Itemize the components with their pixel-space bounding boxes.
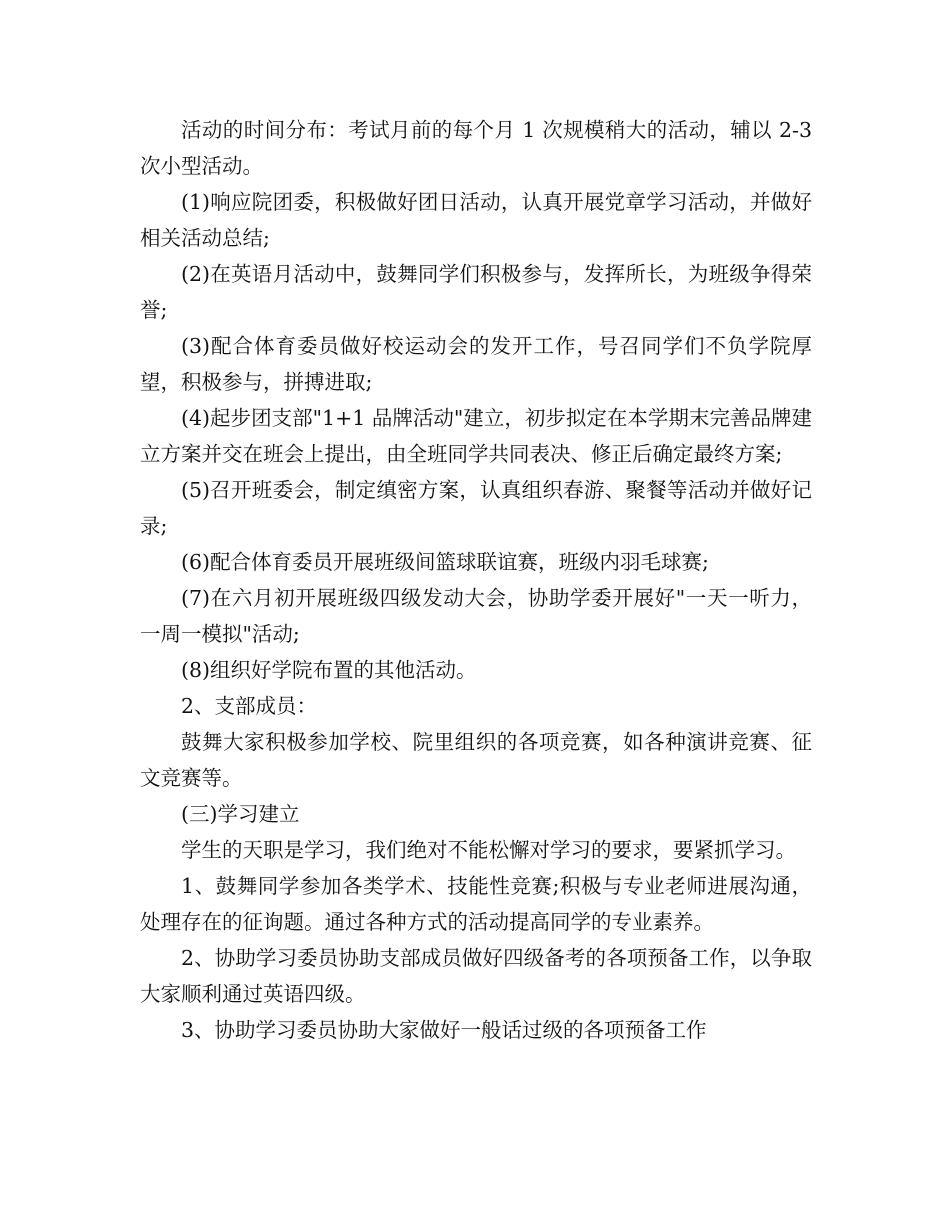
paragraph-item-2: (2)在英语月活动中，鼓舞同学们积极参与，发挥所长，为班级争得荣誉; xyxy=(140,262,812,322)
paragraph-study-2: 2、协助学习委员协助支部成员做好四级备考的各项预备工作，以争取大家顺利通过英语四级。 xyxy=(140,946,812,1006)
paragraph-study-3: 3、协助学习委员协助大家做好一般话过级的各项预备工作 xyxy=(181,1018,707,1042)
paragraph-item-7: (7)在六月初开展班级四级发动大会，协助学委开展好"一天一听力，一周一模拟"活动; xyxy=(140,586,812,646)
paragraph-item-3: (3)配合体育委员做好校运动会的发开工作，号召同学们不负学院厚望，积极参与，拼搏进取; xyxy=(140,334,812,394)
paragraph-item-1: (1)响应院团委，积极做好团日活动，认真开展党章学习活动，并做好相关活动总结; xyxy=(140,190,812,250)
paragraph-time-distribution: 活动的时间分布：考试月前的每个月 1 次规模稍大的活动，辅以 2-3 次小型活动。 xyxy=(140,118,812,178)
document-body xyxy=(140,112,812,1048)
paragraph-item-8: (8)组织好学院布置的其他活动。 xyxy=(181,658,477,682)
paragraph-item-4: (4)起步团支部"1+1 品牌活动"建立，初步拟定在本学期末完善品牌建立方案并交在班会上提出，由全班同学共同表决、修正后确定最终方案; xyxy=(140,406,812,466)
paragraph-study-intro: 学生的天职是学习，我们绝对不能松懈对学习的要求，要紧抓学习。 xyxy=(181,838,796,862)
paragraph-branch-members: 鼓舞大家积极参加学校、院里组织的各项竞赛，如各种演讲竞赛、征文竞赛等。 xyxy=(140,730,812,790)
paragraph-item-5: (5)召开班委会，制定缜密方案，认真组织春游、聚餐等活动并做好记录; xyxy=(140,478,812,538)
section-heading-study: (三)学习建立 xyxy=(181,802,300,826)
section-heading-branch-members: 2、支部成员： xyxy=(181,694,318,718)
paragraph-study-1: 1、鼓舞同学参加各类学术、技能性竞赛;积极与专业老师进展沟通，处理存在的征询题。通过各种方式的活动提高同学的专业素养。 xyxy=(140,874,812,934)
paragraph-item-6: (6)配合体育委员开展班级间篮球联谊赛，班级内羽毛球赛; xyxy=(181,550,709,574)
